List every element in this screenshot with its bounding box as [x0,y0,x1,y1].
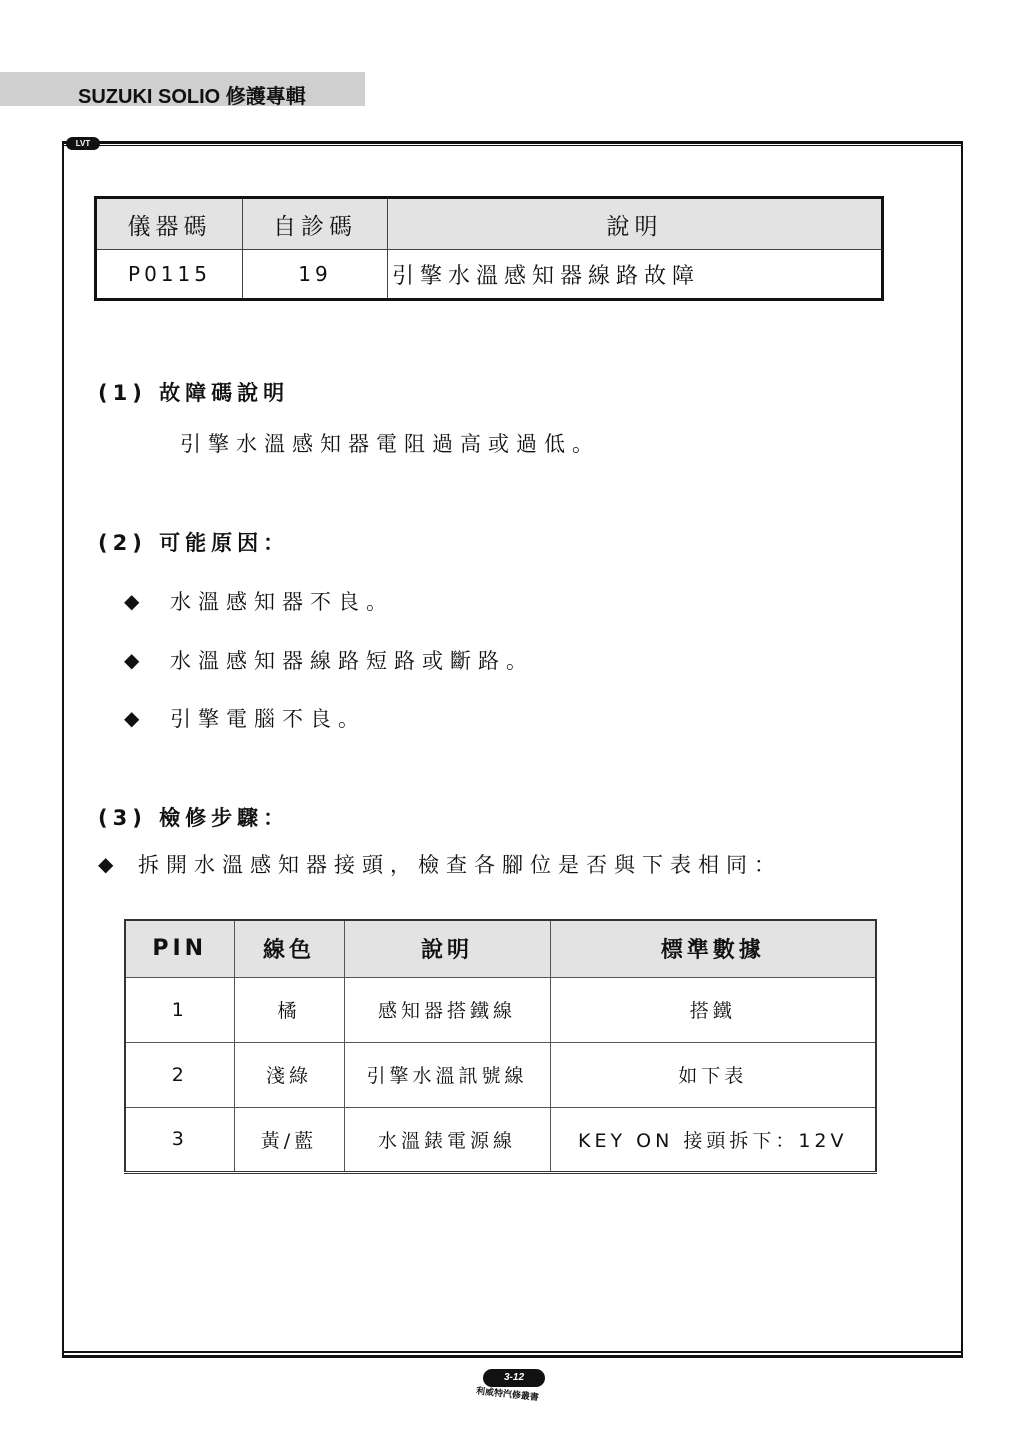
self-diagnosis-code: 19 [243,250,388,300]
lvt-logo: LVT [66,137,100,150]
diamond-bullet-icon: ◆ [124,648,140,672]
pin-number: 3 [125,1107,234,1172]
code-table-header-row [96,198,883,250]
code-table-header: 說明 [388,198,883,250]
code-description: 引擎水溫感知器線路故障 [388,250,883,300]
pin-description: 引擎水溫訊號線 [344,1042,550,1107]
section-1-title: (1) 故障碼說明 [98,381,290,405]
section-3-title: (3) 檢修步驟： [98,806,290,830]
page-header-title: SUZUKI SOLIO 修護專輯 [78,86,306,108]
inspection-step [98,849,782,879]
cause-item-text: 水溫感知器不良。 [170,590,394,614]
diamond-bullet-icon: ◆ [124,706,140,730]
diamond-bullet-icon: ◆ [124,589,140,613]
pin-table-header-row [125,920,876,977]
cause-item-text: 引擎電腦不良。 [170,707,366,731]
standard-value: 如下表 [550,1042,876,1107]
pin-description: 水溫錶電源線 [344,1107,550,1172]
section-1-text: 引擎水溫感知器電阻過高或過低。 [180,432,600,456]
diamond-bullet-icon: ◆ [98,852,114,876]
wire-color: 黃/藍 [234,1107,344,1172]
wire-color: 橘 [234,977,344,1042]
table-row [125,1107,876,1172]
pin-table-header: 說明 [344,920,550,977]
pin-number: 1 [125,977,234,1042]
instrument-code: P0115 [96,250,243,300]
table-row [125,1042,876,1107]
bottom-rule [62,1351,963,1358]
code-table [94,196,884,301]
cause-item [124,645,534,675]
code-table-header: 儀器碼 [96,198,243,250]
page-number-badge: 3-12 [483,1369,545,1387]
cause-item [124,586,394,616]
code-table-header: 自診碼 [243,198,388,250]
page-frame [62,143,963,1356]
inspection-step-text: 拆開水溫感知器接頭，檢查各腳位是否與下表相同： [138,853,782,877]
pin-table [124,919,877,1174]
cause-item-text: 水溫感知器線路短路或斷路。 [170,649,534,673]
cause-item [124,703,366,733]
pin-table-header: PIN [125,920,234,977]
top-rule [62,141,963,146]
section-2-title: (2) 可能原因： [98,531,290,555]
pin-table-header: 標準數據 [550,920,876,977]
code-table-row [96,250,883,300]
standard-value: 搭鐵 [550,977,876,1042]
wire-color: 淺綠 [234,1042,344,1107]
table-row [125,977,876,1042]
publisher-name: 利威特汽修叢書 [475,1386,540,1404]
pin-number: 2 [125,1042,234,1107]
standard-value: KEY ON 接頭拆下：12V [550,1107,876,1172]
pin-table-header: 線色 [234,920,344,977]
pin-description: 感知器搭鐵線 [344,977,550,1042]
